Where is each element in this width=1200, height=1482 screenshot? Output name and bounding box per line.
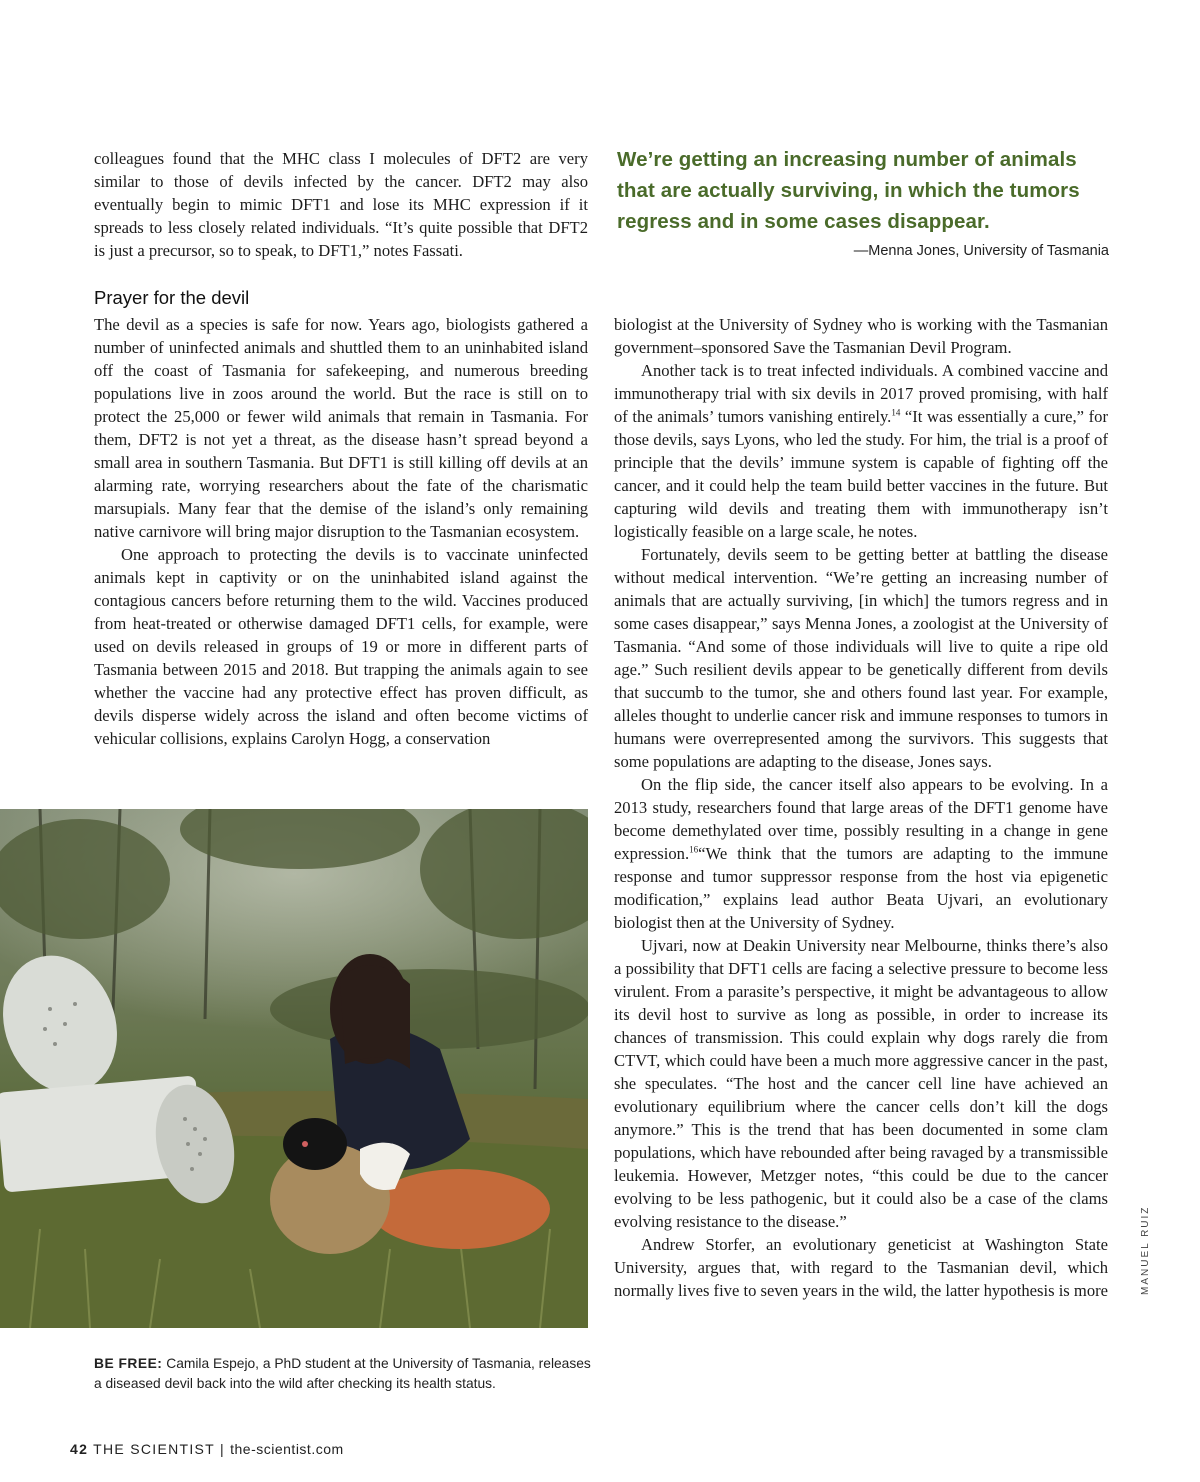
footnote-ref: 14 (891, 407, 901, 418)
footer-separator: | (219, 1441, 225, 1457)
caption-label: BE FREE: (94, 1356, 163, 1371)
left-paragraph-1: The devil as a species is safe for now. Years ago, biologists gathered a number of uninfected animals and shuttled them to an uninhabited island off the coast of Tasmania for safekeeping, and numerous breeding populations live in zoos around the world. But the race is still on to protect the 25,000 or fewer wild animals that remain in Tasmania. For them, DFT2 is not yet a threat, as the disease hasn’t spread beyond a small area in southern Tasmania. But DFT1 is still killing off devils at an alarming rate, worrying researchers about the fate of the charismatic marsupials. Many fear that the demise of the island’s only remaining native carnivore will bring major disruption to the Tasmanian ecosystem. (94, 315, 588, 541)
footnote-ref: 16 (689, 844, 699, 855)
right-paragraph-4-text: On the flip side, the cancer itself also appears to be evolving. In a 2013 study, researchers found that large areas of the DFT1 genome have become demethylated over time, possibly resulting in a change in gene expression. (614, 775, 1108, 863)
bottom-footer (70, 1441, 344, 1457)
right-paragraph-4 (614, 773, 1108, 934)
right-paragraph-2-cont: “It was essentially a cure,” for those devils, says Lyons, who led the study. For him, the trial is a proof of principle that the devils’ immune system is capable of fighting off the cancer, and it could help the team build better vaccines in the future. But capturing wild devils and treating them with immunotherapy isn’t logistically feasible on a large scale, he notes. (614, 407, 1108, 541)
right-paragraph-2 (614, 359, 1108, 543)
website-link[interactable]: the-scientist.com (230, 1441, 344, 1457)
right-paragraph-4-cont: “We think that the tumors are adapting to the immune response and tumor suppressor response from the host via epigenetic modification,” explains lead author Beata Ujvari, an evolutionary biologist then at the University of Sydney. (614, 844, 1108, 932)
right-paragraph-2-text: Another tack is to treat infected individuals. A combined vaccine and immunotherapy trial with six devils in 2017 proved promising, with half of the animals’ tumors vanishing entirely. (614, 361, 1108, 426)
pull-quote-text: We’re getting an increasing number of animals that are actually surviving, in which the tumors regress and in some cases disappear. (617, 148, 1080, 233)
page-number: 42 (70, 1441, 89, 1457)
photo-caption (94, 1354, 594, 1394)
photo-credit: MANUEL RUIZ (1140, 1205, 1151, 1295)
intro-paragraph: colleagues found that the MHC class I molecules of DFT2 are very similar to those of devils infected by the cancer. DFT2 may also eventually begin to mimic DFT1 and lose its MHC expression if it spreads to less closely related individuals. “It’s quite possible that DFT2 is just a precursor, so to speak, to DFT1,” notes Fassati. (94, 149, 588, 260)
devil-release-photo (0, 809, 588, 1328)
caption-text: Camila Espejo, a PhD student at the University of Tasmania, releases a diseased devil back into the wild after checking its health status. (94, 1356, 591, 1391)
left-paragraph-2: One approach to protecting the devils is to vaccinate uninfected animals kept in captivity or on the uninhabited island against the contagious cancers before returning them to the wild. Vaccines produced from heat-treated or otherwise damaged DFT1 cells, for example, were used on devils released in groups of 19 or more in different parts of Tasmania between 2015 and 2018. But trapping the animals again to see whether the vaccine had any protective effect has proven difficult, as devils disperse widely across the island and often become victims of vehicular collisions, explains Carolyn Hogg, a conservation (94, 545, 588, 748)
left-column (94, 313, 588, 750)
pull-quote-attribution: —Menna Jones, University of Tasmania (853, 243, 1109, 259)
right-paragraph-3: Fortunately, devils seem to be getting better at battling the disease without medical intervention. “We’re getting an increasing number of animals that are actually surviving, [in which] the tumors regress and in some cases disappear,” says Menna Jones, a zoologist at the University of Tasmania. “And some of those individuals will live to quite a ripe old age.” Such resilient devils appear to be genetically different from devils that succumb to the tumor, she and others found last year. For example, alleles thought to underlie cancer risk and immune responses to tumors in humans were overrepresented among the survivors. This suggests that some populations are adapting to the disease, Jones says. (614, 545, 1108, 771)
right-paragraph-5: Ujvari, now at Deakin University near Melbourne, thinks there’s also a possibility that DFT1 cells are facing a selective pressure to become less virulent. From a parasite’s perspective, it might be advantageous to allow its devil host to survive as long as possible, in order to increase its chances of transmission. This could explain why dogs rarely die from CTVT, which could have been a much more aggressive cancer in the past, she speculates. “The host and the cancer cell line have achieved an evolutionary equilibrium where the cancer cells don’t kill the dogs anymore.” This is the trend that has been documented in some clam populations, which have rebounded after being ravaged by a transmissible leukemia. However, Metzger notes, “this could be due to the cancer evolving to be less pathogenic, but it could also be a case of the clams evolving resistance to the disease.” (614, 936, 1108, 1231)
pull-quote-block (617, 144, 1109, 259)
publication-name: THE SCIENTIST (93, 1441, 215, 1457)
right-column (614, 313, 1108, 1302)
section-heading: Prayer for the devil (94, 287, 250, 308)
right-paragraph-1: biologist at the University of Sydney who is working with the Tasmanian government–sponsored Save the Tasmanian Devil Program. (614, 315, 1108, 357)
right-paragraph-6: Andrew Storfer, an evolutionary geneticist at Washington State University, argues that, with regard to the Tasmanian devil, which normally lives five to seven years in the wild, the latter hypothesis is more (614, 1235, 1109, 1300)
